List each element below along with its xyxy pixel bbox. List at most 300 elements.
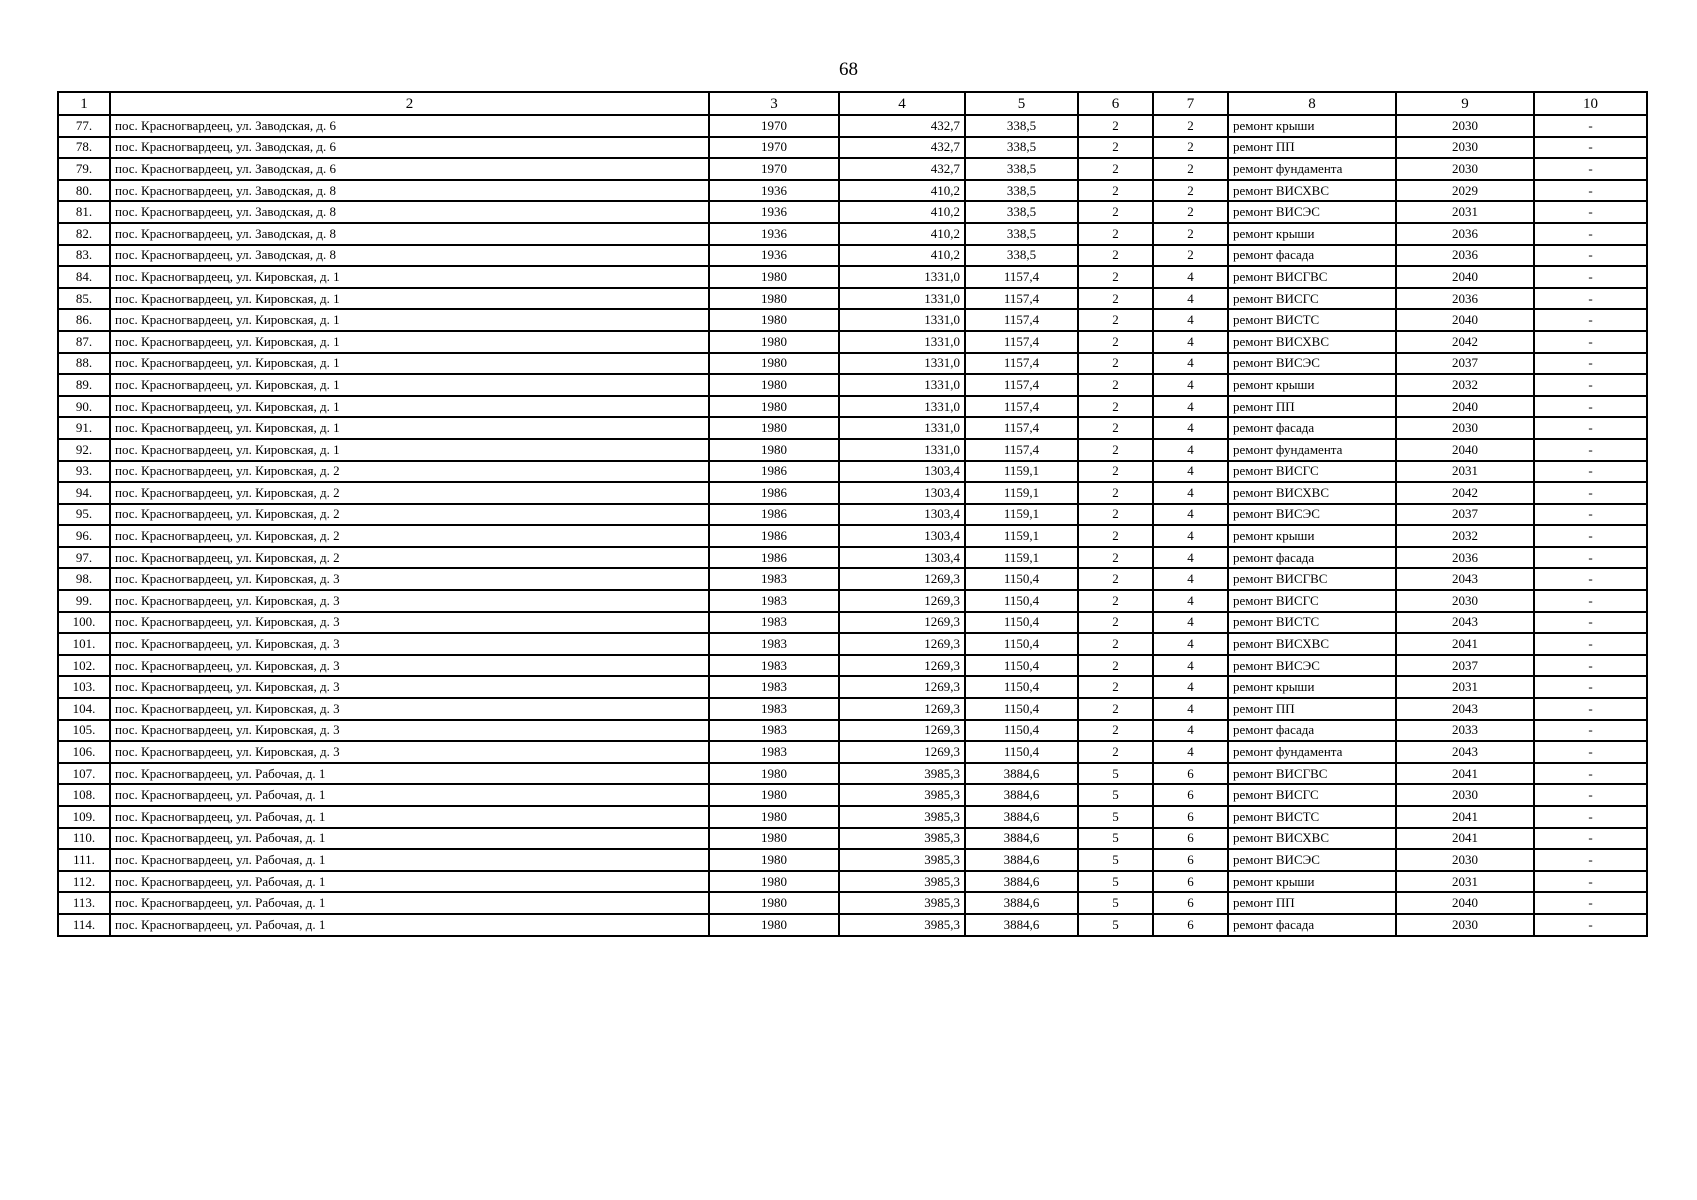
cell-floors: 5 bbox=[1078, 784, 1153, 806]
table-body bbox=[58, 115, 1647, 936]
cell-work-type: ремонт ВИСГВС bbox=[1228, 568, 1396, 590]
cell-work-type: ремонт ВИСТС bbox=[1228, 309, 1396, 331]
cell-address: пос. Красногвардеец, ул. Кировская, д. 3 bbox=[110, 590, 709, 612]
cell-total-area: 1331,0 bbox=[839, 266, 965, 288]
cell-work-type: ремонт ВИСЭС bbox=[1228, 201, 1396, 223]
cell-total-area: 1331,0 bbox=[839, 288, 965, 310]
cell-address: пос. Красногвардеец, ул. Кировская, д. 1 bbox=[110, 288, 709, 310]
cell-note: - bbox=[1534, 892, 1647, 914]
cell-note: - bbox=[1534, 698, 1647, 720]
cell-total-area: 1303,4 bbox=[839, 461, 965, 483]
cell-note: - bbox=[1534, 547, 1647, 569]
cell-row-number: 84. bbox=[58, 266, 110, 288]
cell-living-area: 1157,4 bbox=[965, 417, 1078, 439]
cell-row-number: 82. bbox=[58, 223, 110, 245]
cell-living-area: 1157,4 bbox=[965, 309, 1078, 331]
cell-entrances: 2 bbox=[1153, 137, 1228, 159]
cell-total-area: 410,2 bbox=[839, 201, 965, 223]
cell-total-area: 1331,0 bbox=[839, 309, 965, 331]
cell-work-type: ремонт ВИСХВС bbox=[1228, 633, 1396, 655]
cell-note: - bbox=[1534, 504, 1647, 526]
cell-row-number: 100. bbox=[58, 612, 110, 634]
cell-note: - bbox=[1534, 612, 1647, 634]
cell-living-area: 1159,1 bbox=[965, 525, 1078, 547]
cell-total-area: 410,2 bbox=[839, 223, 965, 245]
cell-living-area: 1150,4 bbox=[965, 720, 1078, 742]
cell-address: пос. Красногвардеец, ул. Заводская, д. 6 bbox=[110, 115, 709, 137]
cell-row-number: 88. bbox=[58, 353, 110, 375]
cell-note: - bbox=[1534, 655, 1647, 677]
table-row bbox=[58, 547, 1647, 569]
cell-address: пос. Красногвардеец, ул. Рабочая, д. 1 bbox=[110, 784, 709, 806]
table-row bbox=[58, 871, 1647, 893]
cell-living-area: 3884,6 bbox=[965, 763, 1078, 785]
cell-living-area: 1159,1 bbox=[965, 547, 1078, 569]
cell-floors: 2 bbox=[1078, 525, 1153, 547]
table-row bbox=[58, 741, 1647, 763]
table-row bbox=[58, 158, 1647, 180]
cell-work-type: ремонт крыши bbox=[1228, 374, 1396, 396]
column-header-1: 1 bbox=[58, 92, 110, 115]
cell-entrances: 6 bbox=[1153, 784, 1228, 806]
cell-year-built: 1980 bbox=[709, 806, 839, 828]
header-row bbox=[58, 92, 1647, 115]
cell-total-area: 410,2 bbox=[839, 180, 965, 202]
cell-floors: 2 bbox=[1078, 698, 1153, 720]
cell-work-type: ремонт ВИСГВС bbox=[1228, 763, 1396, 785]
cell-total-area: 1331,0 bbox=[839, 439, 965, 461]
cell-year-built: 1983 bbox=[709, 720, 839, 742]
cell-floors: 2 bbox=[1078, 568, 1153, 590]
cell-planned-year: 2037 bbox=[1396, 655, 1534, 677]
cell-work-type: ремонт ВИСГС bbox=[1228, 590, 1396, 612]
table-row bbox=[58, 288, 1647, 310]
table-row bbox=[58, 201, 1647, 223]
cell-planned-year: 2037 bbox=[1396, 353, 1534, 375]
cell-row-number: 99. bbox=[58, 590, 110, 612]
cell-work-type: ремонт фундамента bbox=[1228, 158, 1396, 180]
cell-entrances: 6 bbox=[1153, 828, 1228, 850]
cell-note: - bbox=[1534, 331, 1647, 353]
cell-row-number: 110. bbox=[58, 828, 110, 850]
cell-row-number: 107. bbox=[58, 763, 110, 785]
cell-year-built: 1980 bbox=[709, 331, 839, 353]
cell-planned-year: 2036 bbox=[1396, 245, 1534, 267]
cell-year-built: 1986 bbox=[709, 547, 839, 569]
table-row bbox=[58, 849, 1647, 871]
cell-planned-year: 2032 bbox=[1396, 374, 1534, 396]
cell-total-area: 3985,3 bbox=[839, 784, 965, 806]
cell-row-number: 96. bbox=[58, 525, 110, 547]
cell-living-area: 1157,4 bbox=[965, 331, 1078, 353]
cell-year-built: 1980 bbox=[709, 439, 839, 461]
cell-row-number: 86. bbox=[58, 309, 110, 331]
cell-work-type: ремонт ПП bbox=[1228, 396, 1396, 418]
cell-year-built: 1983 bbox=[709, 698, 839, 720]
cell-work-type: ремонт ВИСГС bbox=[1228, 461, 1396, 483]
cell-entrances: 4 bbox=[1153, 590, 1228, 612]
cell-total-area: 1269,3 bbox=[839, 741, 965, 763]
cell-planned-year: 2040 bbox=[1396, 439, 1534, 461]
cell-address: пос. Красногвардеец, ул. Заводская, д. 8 bbox=[110, 223, 709, 245]
cell-year-built: 1983 bbox=[709, 612, 839, 634]
cell-living-area: 1150,4 bbox=[965, 698, 1078, 720]
cell-year-built: 1983 bbox=[709, 633, 839, 655]
cell-work-type: ремонт фасада bbox=[1228, 547, 1396, 569]
cell-total-area: 410,2 bbox=[839, 245, 965, 267]
cell-address: пос. Красногвардеец, ул. Рабочая, д. 1 bbox=[110, 849, 709, 871]
cell-living-area: 1150,4 bbox=[965, 633, 1078, 655]
cell-row-number: 113. bbox=[58, 892, 110, 914]
cell-floors: 2 bbox=[1078, 633, 1153, 655]
cell-note: - bbox=[1534, 353, 1647, 375]
cell-floors: 2 bbox=[1078, 676, 1153, 698]
cell-entrances: 6 bbox=[1153, 806, 1228, 828]
cell-total-area: 1269,3 bbox=[839, 676, 965, 698]
table-row bbox=[58, 180, 1647, 202]
cell-living-area: 338,5 bbox=[965, 201, 1078, 223]
table-row bbox=[58, 374, 1647, 396]
cell-row-number: 104. bbox=[58, 698, 110, 720]
cell-total-area: 432,7 bbox=[839, 158, 965, 180]
cell-year-built: 1983 bbox=[709, 568, 839, 590]
cell-floors: 2 bbox=[1078, 720, 1153, 742]
cell-entrances: 4 bbox=[1153, 461, 1228, 483]
table-row bbox=[58, 137, 1647, 159]
cell-living-area: 3884,6 bbox=[965, 871, 1078, 893]
cell-living-area: 338,5 bbox=[965, 115, 1078, 137]
column-header-10: 10 bbox=[1534, 92, 1647, 115]
cell-year-built: 1936 bbox=[709, 245, 839, 267]
cell-living-area: 338,5 bbox=[965, 223, 1078, 245]
cell-year-built: 1936 bbox=[709, 180, 839, 202]
cell-living-area: 1150,4 bbox=[965, 741, 1078, 763]
cell-planned-year: 2040 bbox=[1396, 396, 1534, 418]
cell-planned-year: 2043 bbox=[1396, 698, 1534, 720]
cell-address: пос. Красногвардеец, ул. Кировская, д. 2 bbox=[110, 525, 709, 547]
cell-planned-year: 2043 bbox=[1396, 612, 1534, 634]
page-number: 68 bbox=[839, 59, 858, 80]
cell-note: - bbox=[1534, 741, 1647, 763]
cell-total-area: 1269,3 bbox=[839, 720, 965, 742]
cell-year-built: 1980 bbox=[709, 396, 839, 418]
cell-planned-year: 2043 bbox=[1396, 741, 1534, 763]
cell-total-area: 432,7 bbox=[839, 115, 965, 137]
cell-entrances: 4 bbox=[1153, 482, 1228, 504]
table-row bbox=[58, 720, 1647, 742]
cell-floors: 2 bbox=[1078, 396, 1153, 418]
cell-total-area: 1331,0 bbox=[839, 331, 965, 353]
cell-total-area: 3985,3 bbox=[839, 914, 965, 936]
cell-year-built: 1936 bbox=[709, 223, 839, 245]
cell-living-area: 3884,6 bbox=[965, 849, 1078, 871]
cell-floors: 2 bbox=[1078, 612, 1153, 634]
cell-year-built: 1980 bbox=[709, 914, 839, 936]
cell-floors: 2 bbox=[1078, 201, 1153, 223]
cell-year-built: 1986 bbox=[709, 461, 839, 483]
cell-year-built: 1936 bbox=[709, 201, 839, 223]
cell-floors: 2 bbox=[1078, 115, 1153, 137]
cell-note: - bbox=[1534, 914, 1647, 936]
cell-work-type: ремонт ВИСГВС bbox=[1228, 266, 1396, 288]
cell-floors: 2 bbox=[1078, 353, 1153, 375]
cell-row-number: 78. bbox=[58, 137, 110, 159]
cell-address: пос. Красногвардеец, ул. Кировская, д. 3 bbox=[110, 568, 709, 590]
cell-floors: 2 bbox=[1078, 590, 1153, 612]
table-row bbox=[58, 612, 1647, 634]
cell-note: - bbox=[1534, 115, 1647, 137]
cell-row-number: 109. bbox=[58, 806, 110, 828]
cell-note: - bbox=[1534, 720, 1647, 742]
cell-living-area: 3884,6 bbox=[965, 784, 1078, 806]
cell-planned-year: 2040 bbox=[1396, 892, 1534, 914]
table-header bbox=[58, 92, 1647, 115]
cell-entrances: 6 bbox=[1153, 849, 1228, 871]
cell-floors: 2 bbox=[1078, 180, 1153, 202]
cell-note: - bbox=[1534, 482, 1647, 504]
table-row bbox=[58, 331, 1647, 353]
cell-planned-year: 2031 bbox=[1396, 461, 1534, 483]
cell-work-type: ремонт крыши bbox=[1228, 115, 1396, 137]
cell-entrances: 6 bbox=[1153, 914, 1228, 936]
cell-entrances: 4 bbox=[1153, 741, 1228, 763]
cell-note: - bbox=[1534, 568, 1647, 590]
cell-living-area: 1150,4 bbox=[965, 676, 1078, 698]
cell-address: пос. Красногвардеец, ул. Заводская, д. 6 bbox=[110, 158, 709, 180]
column-header-5: 5 bbox=[965, 92, 1078, 115]
cell-floors: 2 bbox=[1078, 331, 1153, 353]
cell-note: - bbox=[1534, 180, 1647, 202]
cell-work-type: ремонт ВИСХВС bbox=[1228, 180, 1396, 202]
cell-entrances: 6 bbox=[1153, 763, 1228, 785]
table-row bbox=[58, 655, 1647, 677]
column-header-8: 8 bbox=[1228, 92, 1396, 115]
cell-row-number: 92. bbox=[58, 439, 110, 461]
cell-year-built: 1983 bbox=[709, 590, 839, 612]
cell-row-number: 79. bbox=[58, 158, 110, 180]
cell-entrances: 4 bbox=[1153, 309, 1228, 331]
cell-row-number: 102. bbox=[58, 655, 110, 677]
cell-entrances: 4 bbox=[1153, 288, 1228, 310]
cell-entrances: 4 bbox=[1153, 266, 1228, 288]
cell-living-area: 1150,4 bbox=[965, 655, 1078, 677]
cell-work-type: ремонт ВИСХВС bbox=[1228, 331, 1396, 353]
cell-row-number: 89. bbox=[58, 374, 110, 396]
cell-entrances: 2 bbox=[1153, 201, 1228, 223]
cell-work-type: ремонт ВИСТС bbox=[1228, 612, 1396, 634]
cell-row-number: 98. bbox=[58, 568, 110, 590]
cell-floors: 2 bbox=[1078, 741, 1153, 763]
cell-address: пос. Красногвардеец, ул. Кировская, д. 2 bbox=[110, 482, 709, 504]
cell-year-built: 1970 bbox=[709, 158, 839, 180]
cell-row-number: 90. bbox=[58, 396, 110, 418]
cell-row-number: 93. bbox=[58, 461, 110, 483]
cell-total-area: 1269,3 bbox=[839, 568, 965, 590]
cell-year-built: 1983 bbox=[709, 655, 839, 677]
cell-row-number: 101. bbox=[58, 633, 110, 655]
cell-entrances: 4 bbox=[1153, 396, 1228, 418]
cell-living-area: 3884,6 bbox=[965, 914, 1078, 936]
cell-entrances: 4 bbox=[1153, 633, 1228, 655]
cell-year-built: 1980 bbox=[709, 353, 839, 375]
cell-year-built: 1980 bbox=[709, 763, 839, 785]
cell-floors: 2 bbox=[1078, 245, 1153, 267]
cell-planned-year: 2029 bbox=[1396, 180, 1534, 202]
cell-total-area: 1269,3 bbox=[839, 655, 965, 677]
cell-living-area: 1150,4 bbox=[965, 568, 1078, 590]
cell-planned-year: 2042 bbox=[1396, 482, 1534, 504]
cell-total-area: 1331,0 bbox=[839, 353, 965, 375]
table-row bbox=[58, 892, 1647, 914]
cell-floors: 2 bbox=[1078, 266, 1153, 288]
column-header-3: 3 bbox=[709, 92, 839, 115]
cell-work-type: ремонт фасада bbox=[1228, 417, 1396, 439]
cell-address: пос. Красногвардеец, ул. Кировская, д. 3 bbox=[110, 720, 709, 742]
cell-total-area: 1269,3 bbox=[839, 698, 965, 720]
cell-entrances: 4 bbox=[1153, 720, 1228, 742]
cell-address: пос. Красногвардеец, ул. Кировская, д. 2 bbox=[110, 547, 709, 569]
cell-floors: 5 bbox=[1078, 849, 1153, 871]
cell-note: - bbox=[1534, 806, 1647, 828]
cell-note: - bbox=[1534, 871, 1647, 893]
cell-address: пос. Красногвардеец, ул. Рабочая, д. 1 bbox=[110, 871, 709, 893]
table-row bbox=[58, 353, 1647, 375]
cell-address: пос. Красногвардеец, ул. Кировская, д. 1 bbox=[110, 266, 709, 288]
table-row bbox=[58, 266, 1647, 288]
cell-planned-year: 2030 bbox=[1396, 849, 1534, 871]
cell-planned-year: 2041 bbox=[1396, 633, 1534, 655]
table-row bbox=[58, 461, 1647, 483]
cell-note: - bbox=[1534, 633, 1647, 655]
cell-floors: 5 bbox=[1078, 828, 1153, 850]
cell-note: - bbox=[1534, 525, 1647, 547]
cell-living-area: 1157,4 bbox=[965, 396, 1078, 418]
cell-planned-year: 2036 bbox=[1396, 223, 1534, 245]
cell-entrances: 4 bbox=[1153, 547, 1228, 569]
cell-work-type: ремонт фасада bbox=[1228, 720, 1396, 742]
cell-note: - bbox=[1534, 590, 1647, 612]
table-row bbox=[58, 698, 1647, 720]
cell-floors: 2 bbox=[1078, 288, 1153, 310]
cell-row-number: 83. bbox=[58, 245, 110, 267]
cell-planned-year: 2036 bbox=[1396, 288, 1534, 310]
cell-year-built: 1980 bbox=[709, 828, 839, 850]
repair-schedule-table bbox=[57, 91, 1648, 937]
cell-total-area: 1269,3 bbox=[839, 612, 965, 634]
cell-address: пос. Красногвардеец, ул. Рабочая, д. 1 bbox=[110, 828, 709, 850]
cell-entrances: 4 bbox=[1153, 655, 1228, 677]
table-row bbox=[58, 396, 1647, 418]
table-row bbox=[58, 245, 1647, 267]
cell-total-area: 1269,3 bbox=[839, 633, 965, 655]
table-row bbox=[58, 309, 1647, 331]
table-row bbox=[58, 676, 1647, 698]
cell-row-number: 112. bbox=[58, 871, 110, 893]
cell-note: - bbox=[1534, 245, 1647, 267]
cell-row-number: 94. bbox=[58, 482, 110, 504]
cell-planned-year: 2033 bbox=[1396, 720, 1534, 742]
cell-work-type: ремонт ПП bbox=[1228, 698, 1396, 720]
cell-year-built: 1983 bbox=[709, 741, 839, 763]
cell-row-number: 114. bbox=[58, 914, 110, 936]
cell-row-number: 81. bbox=[58, 201, 110, 223]
cell-total-area: 1331,0 bbox=[839, 417, 965, 439]
cell-living-area: 1150,4 bbox=[965, 590, 1078, 612]
cell-total-area: 1303,4 bbox=[839, 525, 965, 547]
cell-entrances: 4 bbox=[1153, 353, 1228, 375]
cell-planned-year: 2030 bbox=[1396, 115, 1534, 137]
cell-floors: 2 bbox=[1078, 417, 1153, 439]
cell-living-area: 338,5 bbox=[965, 137, 1078, 159]
cell-total-area: 3985,3 bbox=[839, 892, 965, 914]
cell-note: - bbox=[1534, 763, 1647, 785]
cell-year-built: 1986 bbox=[709, 504, 839, 526]
cell-total-area: 1303,4 bbox=[839, 504, 965, 526]
cell-entrances: 4 bbox=[1153, 568, 1228, 590]
cell-year-built: 1980 bbox=[709, 374, 839, 396]
cell-total-area: 3985,3 bbox=[839, 871, 965, 893]
cell-work-type: ремонт ВИСЭС bbox=[1228, 504, 1396, 526]
cell-total-area: 3985,3 bbox=[839, 806, 965, 828]
cell-floors: 2 bbox=[1078, 223, 1153, 245]
cell-floors: 2 bbox=[1078, 158, 1153, 180]
table-row bbox=[58, 417, 1647, 439]
cell-planned-year: 2041 bbox=[1396, 763, 1534, 785]
cell-work-type: ремонт крыши bbox=[1228, 525, 1396, 547]
cell-year-built: 1980 bbox=[709, 309, 839, 331]
cell-planned-year: 2040 bbox=[1396, 309, 1534, 331]
cell-planned-year: 2031 bbox=[1396, 676, 1534, 698]
cell-living-area: 1157,4 bbox=[965, 266, 1078, 288]
cell-entrances: 2 bbox=[1153, 245, 1228, 267]
cell-floors: 5 bbox=[1078, 914, 1153, 936]
cell-address: пос. Красногвардеец, ул. Кировская, д. 3 bbox=[110, 676, 709, 698]
cell-planned-year: 2042 bbox=[1396, 331, 1534, 353]
cell-address: пос. Красногвардеец, ул. Кировская, д. 1 bbox=[110, 417, 709, 439]
cell-entrances: 6 bbox=[1153, 871, 1228, 893]
cell-entrances: 2 bbox=[1153, 115, 1228, 137]
cell-total-area: 3985,3 bbox=[839, 763, 965, 785]
cell-planned-year: 2031 bbox=[1396, 201, 1534, 223]
table-row bbox=[58, 115, 1647, 137]
cell-address: пос. Красногвардеец, ул. Кировская, д. 3 bbox=[110, 655, 709, 677]
table-row bbox=[58, 223, 1647, 245]
cell-year-built: 1980 bbox=[709, 266, 839, 288]
cell-address: пос. Красногвардеец, ул. Заводская, д. 6 bbox=[110, 137, 709, 159]
cell-floors: 2 bbox=[1078, 655, 1153, 677]
cell-entrances: 4 bbox=[1153, 331, 1228, 353]
cell-address: пос. Красногвардеец, ул. Рабочая, д. 1 bbox=[110, 914, 709, 936]
column-header-6: 6 bbox=[1078, 92, 1153, 115]
cell-note: - bbox=[1534, 676, 1647, 698]
cell-work-type: ремонт фундамента bbox=[1228, 741, 1396, 763]
column-header-2: 2 bbox=[110, 92, 709, 115]
cell-address: пос. Красногвардеец, ул. Заводская, д. 8 bbox=[110, 245, 709, 267]
cell-address: пос. Красногвардеец, ул. Кировская, д. 3 bbox=[110, 741, 709, 763]
cell-row-number: 87. bbox=[58, 331, 110, 353]
cell-work-type: ремонт фасада bbox=[1228, 245, 1396, 267]
cell-address: пос. Красногвардеец, ул. Кировская, д. 3 bbox=[110, 612, 709, 634]
cell-total-area: 3985,3 bbox=[839, 849, 965, 871]
cell-work-type: ремонт ВИСТС bbox=[1228, 806, 1396, 828]
cell-living-area: 1159,1 bbox=[965, 461, 1078, 483]
cell-work-type: ремонт крыши bbox=[1228, 676, 1396, 698]
cell-address: пос. Красногвардеец, ул. Кировская, д. 2 bbox=[110, 504, 709, 526]
cell-work-type: ремонт фасада bbox=[1228, 914, 1396, 936]
cell-row-number: 108. bbox=[58, 784, 110, 806]
table-row bbox=[58, 482, 1647, 504]
cell-address: пос. Красногвардеец, ул. Кировская, д. 1 bbox=[110, 439, 709, 461]
